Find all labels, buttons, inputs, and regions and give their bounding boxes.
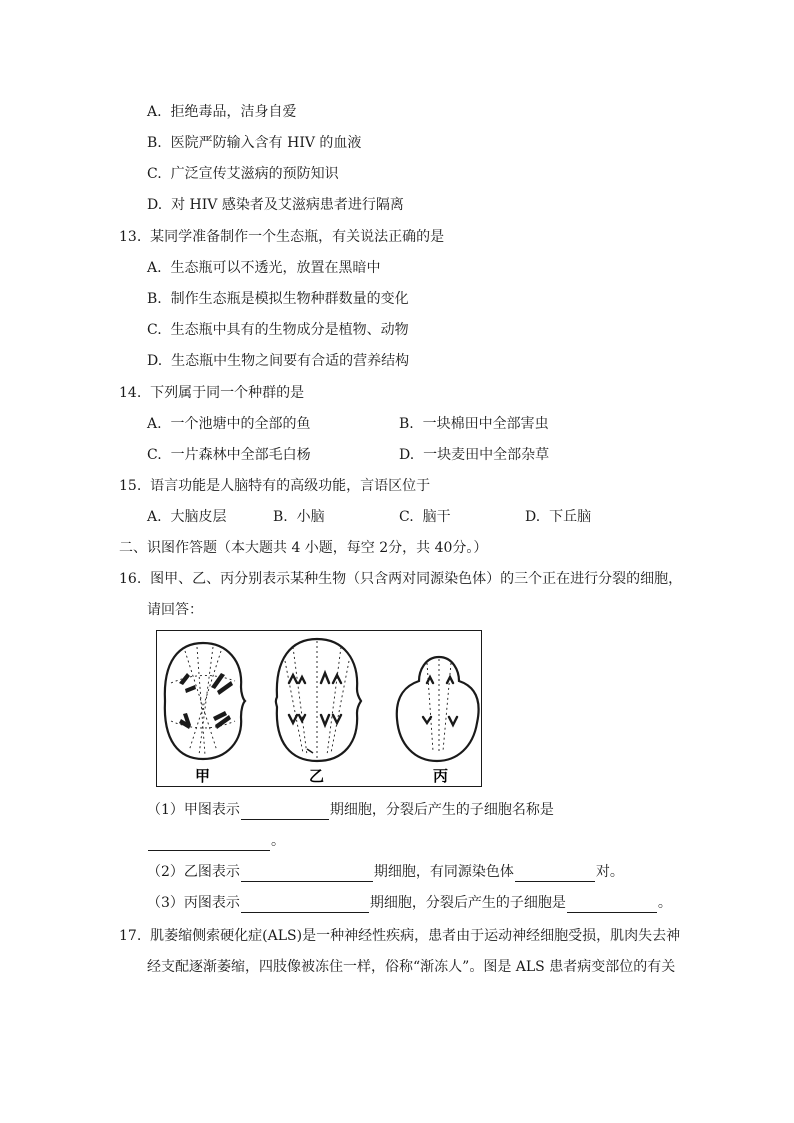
sub3-prefix: （3）丙图表示 <box>147 895 240 911</box>
answer-blank[interactable] <box>148 834 270 851</box>
option-label: A. <box>147 104 162 120</box>
sub3-middle: 期细胞，分裂后产生的子细胞是 <box>369 895 566 911</box>
question-stem: 某同学准备制作一个生态瓶，有关说法正确的是 <box>150 229 445 245</box>
option-label: D. <box>525 509 541 525</box>
cell-yi-diagram <box>276 639 361 761</box>
question-number: 13. <box>119 229 142 245</box>
cell-bing-diagram <box>397 657 479 761</box>
q17-stem-continued: 经支配逐渐萎缩，四肢像被冻住一样，俗称“渐冻人”。图是 ALS 患者病变部位的有关 <box>147 959 676 975</box>
option-text: 生态瓶中具有的生物成分是植物、动物 <box>170 322 409 338</box>
option-text: 生态瓶可以不透光，放置在黑暗中 <box>170 260 381 276</box>
option-text: 对 HIV 感染者及艾滋病患者进行隔离 <box>171 197 404 213</box>
q13-option-a <box>147 258 380 278</box>
cell-division-figure <box>156 630 482 787</box>
option-text: 大脑皮层 <box>170 509 227 525</box>
option-label: D. <box>147 197 163 213</box>
q14-option-d <box>399 445 549 465</box>
q13-option-d <box>147 351 409 371</box>
option-label: D. <box>147 353 163 369</box>
option-text: 一块麦田中全部杂草 <box>423 447 550 463</box>
q16-stem <box>119 569 682 589</box>
q16-sub1-continued <box>147 831 285 851</box>
option-label: C. <box>399 509 414 525</box>
q15-option-c <box>399 507 451 527</box>
question-stem: 肌萎缩侧索硬化症(ALS)是一种神经性疾病，患者由于运动神经细胞受损，肌肉失去神 <box>150 928 681 944</box>
q14-option-c <box>147 445 311 465</box>
option-label: D. <box>399 447 415 463</box>
option-text: 生态瓶中生物之间要有合适的营养结构 <box>171 353 410 369</box>
question-number: 16. <box>119 571 142 587</box>
option-label: C. <box>147 322 162 338</box>
q12-option-c <box>147 164 339 184</box>
figure-label-yi: 乙 <box>309 767 325 785</box>
sub2-prefix: （2）乙图表示 <box>147 864 240 880</box>
answer-blank[interactable] <box>241 896 369 913</box>
q13-stem <box>119 227 444 247</box>
option-text: 医院严防输入含有 HIV 的血液 <box>170 135 362 151</box>
option-text: 下丘脑 <box>549 509 592 525</box>
question-stem: 语言功能是人脑特有的高级功能，言语区位于 <box>150 478 431 494</box>
option-text: 广泛宣传艾滋病的预防知识 <box>170 166 339 182</box>
option-label: A. <box>147 260 162 276</box>
answer-blank[interactable] <box>241 865 373 882</box>
sub3-end: 。 <box>657 895 672 911</box>
q15-option-b <box>273 507 325 527</box>
answer-blank[interactable] <box>515 865 595 882</box>
q16-stem-continued: 请回答： <box>147 602 203 618</box>
q12-option-b <box>147 133 361 153</box>
option-label: C. <box>147 447 162 463</box>
option-label: B. <box>147 291 162 307</box>
sub2-middle: 期细胞，有同源染色体 <box>373 864 514 880</box>
option-text: 一个池塘中的全部的鱼 <box>170 416 311 432</box>
sub1-prefix: （1）甲图表示 <box>147 802 240 818</box>
q12-option-d <box>147 195 404 215</box>
option-text: 制作生态瓶是模拟生物种群数量的变化 <box>170 291 409 307</box>
option-label: C. <box>147 166 162 182</box>
q15-option-a <box>147 507 226 527</box>
question-stem: 图甲、乙、丙分别表示某种生物（只含两对同源染色体）的三个正在进行分裂的细胞， <box>150 571 683 587</box>
q16-sub3 <box>147 893 672 913</box>
option-text: 一块棉田中全部害虫 <box>422 416 549 432</box>
answer-blank[interactable] <box>567 896 657 913</box>
option-text: 拒绝毒品，洁身自爱 <box>170 104 297 120</box>
q15-option-d <box>525 507 591 527</box>
figure-label-jia: 甲 <box>195 767 211 785</box>
question-number: 15. <box>119 478 142 494</box>
option-text: 一片森林中全部毛白杨 <box>170 447 311 463</box>
option-label: B. <box>147 135 162 151</box>
q16-sub2 <box>147 862 624 882</box>
option-label: A. <box>147 416 162 432</box>
answer-blank[interactable] <box>241 803 329 820</box>
sub2-end: 对。 <box>595 864 624 880</box>
q12-option-a <box>147 102 296 122</box>
q14-option-a <box>147 414 310 434</box>
q14-stem <box>119 383 304 403</box>
sub1-end: 。 <box>271 833 285 849</box>
q17-stem <box>119 926 680 946</box>
q14-option-b <box>399 414 549 434</box>
question-number: 17. <box>119 928 142 944</box>
option-label: A. <box>147 509 162 525</box>
q13-option-b <box>147 289 409 309</box>
question-stem: 下列属于同一个种群的是 <box>150 385 305 401</box>
option-text: 小脑 <box>296 509 325 525</box>
option-label: B. <box>273 509 288 525</box>
option-text: 脑干 <box>422 509 451 525</box>
sub1-middle: 期细胞，分裂后产生的子细胞名称是 <box>329 802 554 818</box>
section-heading: 二、识图作答题（本大题共 4 小题，每空 2分，共 40分。） <box>119 540 488 556</box>
question-number: 14. <box>119 385 142 401</box>
figure-label-bing: 丙 <box>433 767 449 785</box>
q16-sub1 <box>147 800 554 820</box>
option-label: B. <box>399 416 414 432</box>
cell-jia-diagram <box>165 643 245 759</box>
q15-stem <box>119 476 430 496</box>
q13-option-c <box>147 320 409 340</box>
